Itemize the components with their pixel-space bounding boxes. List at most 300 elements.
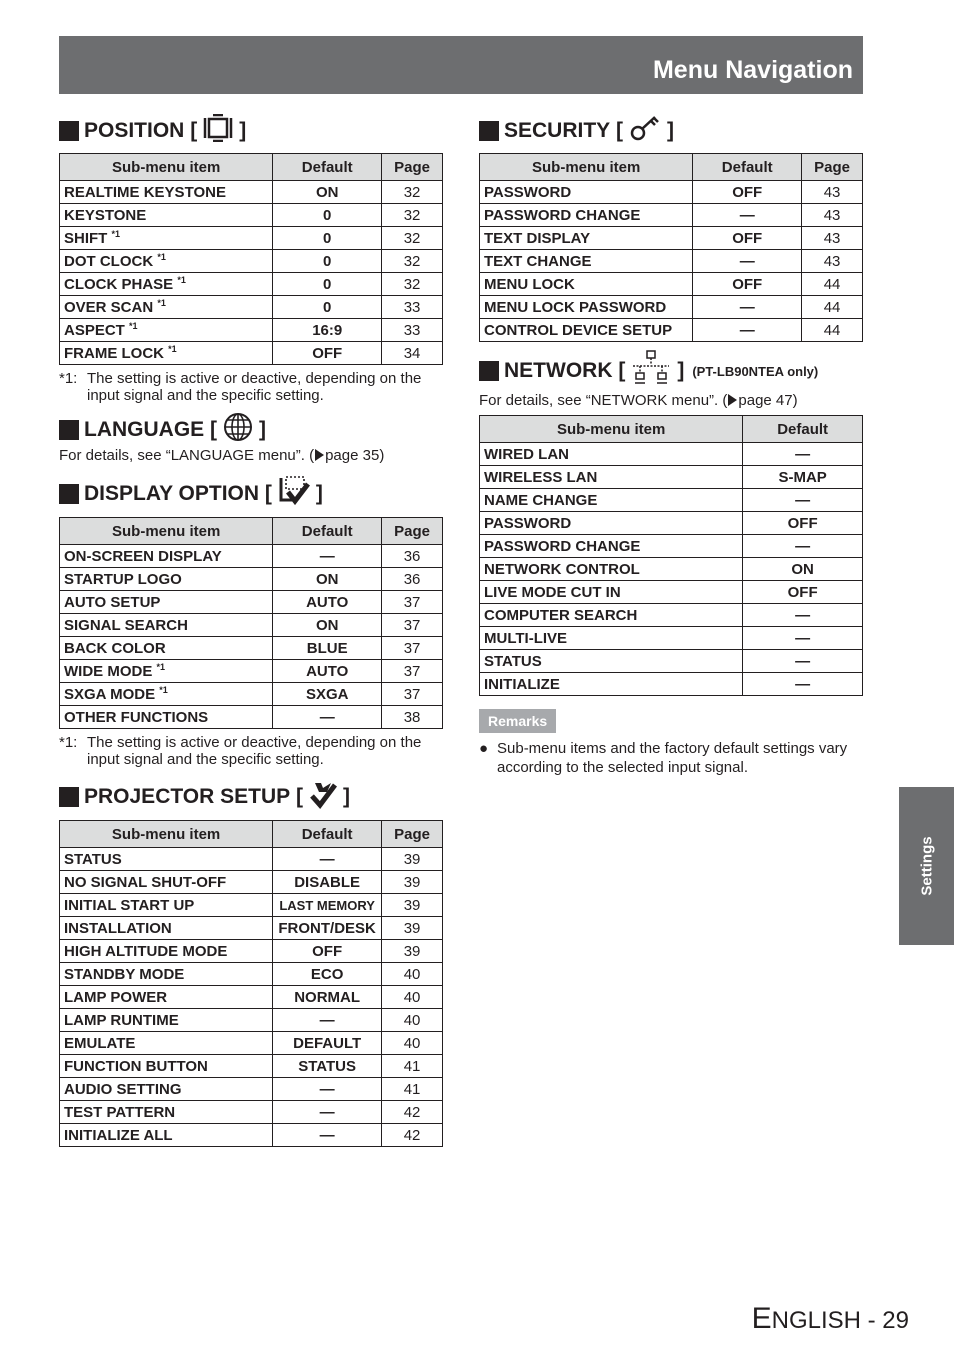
cell-item [480,489,743,512]
cell-page: 37 [382,614,443,637]
cell-item [480,650,743,673]
col-header-default: Default [743,416,863,443]
cell-item [60,250,273,273]
footer-cap: E [751,1302,772,1335]
item-label: INITIALIZE [484,675,560,693]
item-label: CLOCK PHASE [64,276,174,293]
remarks-bullet [479,739,863,777]
item-label: BACK COLOR [64,639,166,657]
language-heading: LANGUAGE [ ] [59,415,443,445]
cell-default: OFF [693,273,802,296]
cell-default: — [743,627,863,650]
cell-default: — [273,1101,382,1124]
cell-default: OFF [693,227,802,250]
cell-default: — [273,848,382,871]
item-label: AUTO SETUP [64,593,161,611]
cell-default: — [693,250,802,273]
item-label: COMPUTER SEARCH [484,606,638,624]
cell-default: 16:9 [273,319,382,342]
cell-item [60,545,273,568]
table-row [60,871,443,894]
projector-setup-icon [309,779,337,815]
cell-item [480,181,693,204]
cell-item [60,591,273,614]
cell-default: S-MAP [743,466,863,489]
page-title: Menu Navigation [652,56,853,84]
cell-page: 38 [382,706,443,729]
table-row [60,706,443,729]
item-label: OVER SCAN [64,299,154,316]
cell-default: NORMAL [273,986,382,1009]
cell-page: 41 [382,1055,443,1078]
remarks-text: Sub-menu items and the factory default settings vary according to the selected input signal. [497,740,848,776]
cell-default: 0 [273,204,382,227]
item-label: LAMP RUNTIME [64,1011,179,1029]
item-label: SXGA MODE [64,686,156,703]
network-details [479,392,863,409]
item-label: PASSWORD CHANGE [484,206,641,224]
cell-default: AUTO [273,660,382,683]
cell-default: FRONT/DESK [273,917,382,940]
cell-page: 32 [382,181,443,204]
network-heading: NETWORK [ ] (PT-LB90NTEA only) [479,354,863,388]
item-label: LAMP POWER [64,988,168,1006]
cell-item [60,917,273,940]
cell-default: ECO [273,963,382,986]
cell-default: — [273,1078,382,1101]
table-row [60,683,443,706]
col-header-default: Default [693,154,802,181]
section-marker [479,361,499,381]
cell-page: 40 [382,986,443,1009]
cell-page: 39 [382,871,443,894]
table-row [60,545,443,568]
table-row [60,1078,443,1101]
cell-default: — [273,1124,382,1147]
cell-item [60,986,273,1009]
col-header-page: Page [382,518,443,545]
cell-item [60,296,273,319]
cell-item [60,660,273,683]
remarks-label: Remarks [479,709,556,733]
cell-page: 42 [382,1101,443,1124]
cell-page: 40 [382,1032,443,1055]
cell-item [60,273,273,296]
table-row [480,227,863,250]
table-row [480,204,863,227]
cell-page: 33 [382,319,443,342]
cell-item [60,204,273,227]
footnote-ref: *1 [168,344,177,354]
cell-item [60,1032,273,1055]
table-row [60,250,443,273]
table-row [480,604,863,627]
cell-item [60,1055,273,1078]
cell-default: — [743,443,863,466]
cell-default: OFF [273,940,382,963]
col-header-item: Sub-menu item [480,416,743,443]
cell-page: 44 [802,296,863,319]
item-label: FUNCTION BUTTON [64,1057,208,1075]
item-label: MENU LOCK [484,275,575,293]
key-icon [629,114,661,148]
item-label: STATUS [484,652,542,670]
cell-item [480,443,743,466]
cell-item [480,227,693,250]
cell-default: — [743,673,863,696]
col-header-item: Sub-menu item [60,518,273,545]
cell-page: 37 [382,591,443,614]
table-row [480,558,863,581]
cell-default: ON [273,614,382,637]
table-row [480,319,863,342]
col-header-item: Sub-menu item [60,821,273,848]
cell-default: — [693,296,802,319]
cell-item [480,250,693,273]
table-row [60,1055,443,1078]
cell-page: 44 [802,273,863,296]
item-label: NAME CHANGE [484,491,598,509]
cell-item [480,673,743,696]
cell-page: 36 [382,568,443,591]
side-tab-label: Settings [918,836,935,896]
arrow-icon [728,394,737,406]
cell-default: DISABLE [273,871,382,894]
item-label: MULTI-LIVE [484,629,568,647]
cell-default: SXGA [273,683,382,706]
table-row [480,673,863,696]
table-row [60,568,443,591]
cell-page: 34 [382,342,443,365]
position-table [59,153,443,365]
cell-default: — [273,545,382,568]
cell-page: 36 [382,545,443,568]
footer-text: NGLISH - 29 [771,1307,909,1334]
col-header-item: Sub-menu item [480,154,693,181]
language-title: LANGUAGE [84,418,205,441]
col-header-page: Page [802,154,863,181]
cell-item [60,940,273,963]
table-row [480,443,863,466]
table-row [480,581,863,604]
item-label: REALTIME KEYSTONE [64,183,226,201]
item-label: INSTALLATION [64,919,172,937]
table-row [60,342,443,365]
display-option-heading: DISPLAY OPTION [ ] [59,479,443,509]
cell-default: ON [273,568,382,591]
item-label: TEST PATTERN [64,1103,176,1121]
cell-item [60,181,273,204]
table-row [60,660,443,683]
network-table-body [480,443,863,696]
projector-setup-heading: PROJECTOR SETUP [ ] [59,782,443,812]
cell-default: ON [273,181,382,204]
cell-page: 43 [802,250,863,273]
display-option-footnote [59,734,443,768]
cell-item [60,894,273,917]
table-row [60,986,443,1009]
item-label: ASPECT [64,322,125,339]
item-label: MENU LOCK PASSWORD [484,298,667,316]
cell-item [480,512,743,535]
cell-default: — [273,706,382,729]
cell-item [480,604,743,627]
cell-page: 37 [382,637,443,660]
item-label: DOT CLOCK [64,253,154,270]
table-row [60,848,443,871]
item-label: AUDIO SETTING [64,1080,182,1098]
page-link[interactable]: page 35) [325,447,385,464]
table-row [60,591,443,614]
table-row [480,250,863,273]
cell-item [60,637,273,660]
table-row [480,535,863,558]
cell-page: 43 [802,181,863,204]
cell-page: 43 [802,227,863,250]
security-table-body [480,181,863,342]
table-row [60,1032,443,1055]
cell-default: ON [743,558,863,581]
cell-default: OFF [273,342,382,365]
cell-default: OFF [743,512,863,535]
page-footer [752,1302,909,1336]
item-label: TEXT DISPLAY [484,229,591,247]
cell-item [480,296,693,319]
cell-default: — [743,489,863,512]
cell-page: 32 [382,204,443,227]
item-label: INITIAL START UP [64,896,195,914]
section-marker [59,484,79,504]
footnote-mark: *1: [59,734,78,751]
item-label: LIVE MODE CUT IN [484,583,621,601]
item-label: WIRELESS LAN [484,468,598,486]
cell-default: BLUE [273,637,382,660]
table-row [480,466,863,489]
cell-default: OFF [693,181,802,204]
footnote-ref: *1 [129,321,138,331]
projector-setup-table-body [60,848,443,1147]
table-row [60,1009,443,1032]
cell-default: — [743,650,863,673]
item-label: PASSWORD [484,183,572,201]
cell-item [480,319,693,342]
cell-page: 33 [382,296,443,319]
details-text: For details, see “LANGUAGE menu”. ( [59,447,315,464]
arrow-icon [315,449,324,461]
network-icon [631,350,671,392]
display-option-icon [278,474,310,514]
table-row [480,181,863,204]
cell-default: — [743,604,863,627]
footnote-ref: *1 [159,685,168,695]
footnote-text: The setting is active or deactive, depending on the input signal and the specific setting. [87,734,422,768]
settings-side-tab [899,787,954,945]
cell-default: DEFAULT [273,1032,382,1055]
item-label: SHIFT [64,230,108,247]
section-marker [59,121,79,141]
globe-icon [223,412,253,448]
item-label: HIGH ALTITUDE MODE [64,942,228,960]
header-bar [59,36,863,94]
cell-item [480,204,693,227]
cell-page: 44 [802,319,863,342]
col-header-item: Sub-menu item [60,154,273,181]
cell-page: 43 [802,204,863,227]
col-header-default: Default [273,821,382,848]
item-label: STATUS [64,850,122,868]
col-header-default: Default [273,154,382,181]
table-row [60,181,443,204]
cell-page: 39 [382,848,443,871]
cell-default: STATUS [273,1055,382,1078]
model-note: (PT-LB90NTEA only) [692,363,819,379]
right-column [479,116,863,777]
table-row [60,917,443,940]
footnote-ref: *1 [157,298,166,308]
cell-page: 37 [382,683,443,706]
section-marker [59,420,79,440]
table-row [60,204,443,227]
item-label: TEXT CHANGE [484,252,592,270]
table-row [480,650,863,673]
position-table-body [60,181,443,365]
cell-item [60,1101,273,1124]
position-heading: POSITION [ ] [59,116,443,146]
section-marker [59,787,79,807]
cell-item [60,706,273,729]
network-table [479,415,863,696]
item-label: CONTROL DEVICE SETUP [484,321,673,339]
cell-page: 32 [382,227,443,250]
footnote-ref: *1 [111,229,121,239]
cell-item [60,1124,273,1147]
cell-page: 32 [382,250,443,273]
footnote-mark: *1: [59,370,78,387]
table-row [480,512,863,535]
position-footnote [59,370,443,404]
cell-item [60,1078,273,1101]
cell-item [480,581,743,604]
table-row [60,614,443,637]
cell-item [60,848,273,871]
cell-default: 0 [273,273,382,296]
security-table [479,153,863,342]
cell-item [60,319,273,342]
cell-page: 41 [382,1078,443,1101]
item-label: NETWORK CONTROL [484,560,640,578]
item-label: PASSWORD CHANGE [484,537,641,555]
item-label: WIDE MODE [64,663,153,680]
cell-default: — [273,1009,382,1032]
item-label: EMULATE [64,1034,136,1052]
item-label: NO SIGNAL SHUT-OFF [64,873,227,891]
cell-item [60,963,273,986]
cell-default: — [693,319,802,342]
footnote-ref: *1 [177,275,186,285]
display-option-title: DISPLAY OPTION [84,482,260,505]
cell-item [60,1009,273,1032]
item-label: STANDBY MODE [64,965,185,983]
footnote-ref: *1 [157,252,166,262]
cell-item [60,227,273,250]
table-row [60,273,443,296]
table-row [480,627,863,650]
cell-item [480,273,693,296]
position-icon [203,114,233,148]
cell-item [60,683,273,706]
cell-item [480,627,743,650]
cell-page: 39 [382,940,443,963]
cell-item [60,342,273,365]
cell-default: AUTO [273,591,382,614]
footnote-text: The setting is active or deactive, depending on the input signal and the specific setting. [87,370,422,404]
item-label: INITIALIZE ALL [64,1126,173,1144]
cell-default: LAST MEMORY [273,894,382,917]
cell-default: OFF [743,581,863,604]
remarks-block [479,709,863,777]
item-label: KEYSTONE [64,206,147,224]
item-label: WIRED LAN [484,445,569,463]
table-row [60,637,443,660]
cell-default: 0 [273,227,382,250]
cell-default: — [743,535,863,558]
col-header-page: Page [382,154,443,181]
cell-page: 42 [382,1124,443,1147]
security-title: SECURITY [504,119,611,142]
col-header-default: Default [273,518,382,545]
cell-page: 39 [382,894,443,917]
table-row [480,489,863,512]
table-row [60,1101,443,1124]
cell-item [60,568,273,591]
footnote-ref: *1 [156,662,166,672]
cell-item [480,466,743,489]
cell-page: 40 [382,1009,443,1032]
display-option-table [59,517,443,729]
cell-default: — [693,204,802,227]
table-row [480,273,863,296]
table-row [60,296,443,319]
page-link[interactable]: page 47) [738,392,798,409]
cell-default: 0 [273,250,382,273]
display-option-table-body [60,545,443,729]
cell-item [60,614,273,637]
cell-page: 39 [382,917,443,940]
item-label: STARTUP LOGO [64,570,182,588]
language-details [59,447,443,464]
cell-item [480,558,743,581]
item-label: SIGNAL SEARCH [64,616,188,634]
item-label: PASSWORD [484,514,572,532]
section-marker [479,121,499,141]
cell-item [60,871,273,894]
table-row [60,227,443,250]
projector-setup-table [59,820,443,1147]
security-heading: SECURITY [ ] [479,116,863,146]
table-row [60,894,443,917]
table-row [60,319,443,342]
network-title: NETWORK [504,359,613,382]
item-label: OTHER FUNCTIONS [64,708,209,726]
cell-page: 32 [382,273,443,296]
bullet-icon: ● [479,740,489,757]
projector-setup-title: PROJECTOR SETUP [84,785,291,808]
details-text: For details, see “NETWORK menu”. ( [479,392,728,409]
cell-page: 37 [382,660,443,683]
position-title: POSITION [84,119,185,142]
table-row [60,940,443,963]
table-row [480,296,863,319]
